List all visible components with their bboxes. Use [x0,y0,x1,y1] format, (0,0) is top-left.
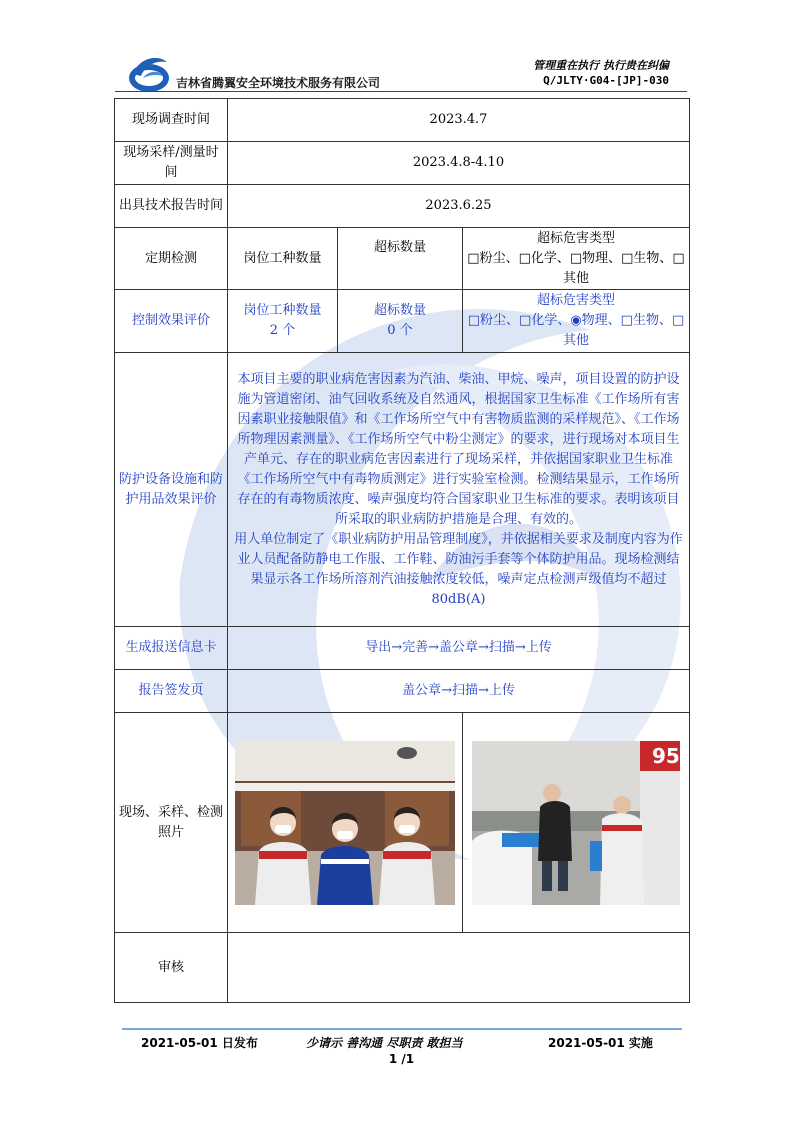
control-exceed-cell [338,290,463,353]
page-number: 1 /1 [388,1052,415,1066]
row-photos [115,713,690,933]
photo-cell-left [228,713,463,933]
footer-motto: 少请示 善沟通 尽职责 敢担当 [306,1036,463,1050]
survey-time-value: 2023.4.7 [228,99,690,142]
row-control-evaluation [115,290,690,353]
periodic-label: 定期检测 [115,228,228,290]
control-positions-count: 2 个 [269,323,296,338]
header-divider [115,91,687,92]
control-positions: 岗位工种数量 [243,303,322,318]
control-exceed: 超标数量 [373,303,426,318]
row-info-card [115,627,690,670]
periodic-positions: 岗位工种数量 [228,228,338,290]
info-card-label: 生成报送信息卡 [115,627,228,670]
protection-label: 防护设备设施和防护用品效果评价 [115,353,228,627]
control-hazard-cell [463,290,690,353]
document-code: Q/JLTY·G04-[JP]-030 [543,74,669,87]
periodic-exceed: 超标数量 [338,228,463,290]
page-header [0,0,803,100]
report-form-table [114,98,690,1003]
signoff-steps: 盖公章→扫描→上传 [228,670,690,713]
info-card-steps: 导出→完善→盖公章→扫描→上传 [228,627,690,670]
control-positions-cell [228,290,338,353]
gas-price-digits: 95 [652,743,680,768]
sampling-time-value: 2023.4.8-4.10 [228,142,690,185]
protection-paragraph-1: 本项目主要的职业病危害因素为汽油、柴油、甲烷、噪声，项目设置的防护设施为管道密闭、油气回收系统及自然通风，根据国家卫生标准《工作场所有害因素职业接触限值》和《工作场所空气中有害物质监测的采样规范》、《工作场所物理因素测量》、《工作场所空气中粉尘测定》的要求，进行现场对本项目生产单元、存在的职业病危害因素进行了现场采样，并依据国家职业卫生标准《工作场所空气中有毒物质测定》进行实验室检测。检测结果显示，工作场所存在的有毒物质浓度、噪声强度均符合国家职业卫生标准的要求。表明该项目所采取的职业病防护措施是合理、有效的。 [237,371,680,527]
sampling-time-label: 现场采样/测量时间 [115,142,228,185]
row-review [115,933,690,1003]
control-exceed-count: 0 个 [387,323,413,338]
photos-label: 现场、采样、检测照片 [115,713,228,933]
company-logo-icon [127,52,171,96]
published-date: 2021-05-01 日发布 [141,1036,258,1050]
review-label: 审核 [115,933,228,1003]
header-slogan: 管理重在执行 执行贵在纠偏 [533,59,669,72]
protection-text-cell [228,353,690,627]
signoff-label: 报告签发页 [115,670,228,713]
control-hazard-title: 超标危害类型 [536,293,615,308]
company-name: 吉林省腾翼安全环境技术服务有限公司 [176,76,381,90]
periodic-hazard-cell [463,228,690,290]
report-time-label: 出具技术报告时间 [115,185,228,228]
periodic-hazard-options: □粉尘、□化学、□物理、□生物、□其他 [467,250,685,286]
row-survey-time [115,99,690,142]
footer-divider [122,1028,682,1030]
control-hazard-options: □粉尘、□化学、◉物理、□生物、□其他 [467,313,685,348]
row-protection-evaluation [115,353,690,627]
gas-station-sampling-photo [472,741,680,905]
row-signoff [115,670,690,713]
photo-cell-right [463,713,690,933]
row-sampling-time [115,142,690,185]
row-report-time [115,185,690,228]
staff-group-photo [235,741,455,905]
control-label: 控制效果评价 [115,290,228,353]
survey-time-label: 现场调查时间 [115,99,228,142]
protection-paragraph-2: 用人单位制定了《职业病防护用品管理制度》，并依据相关要求及制度内容为作业人员配备防静电工作服、工作鞋、防油污手套等个体防护用品。现场检测结果显示各工作场所溶剂汽油接触浓度较低，噪声定点检测声级值均不超过 80dB(A) [234,531,683,607]
review-value [228,933,690,1003]
report-time-value: 2023.6.25 [228,185,690,228]
periodic-hazard-title: 超标危害类型 [536,230,615,246]
effective-date: 2021-05-01 实施 [548,1036,653,1050]
row-periodic-test [115,228,690,290]
